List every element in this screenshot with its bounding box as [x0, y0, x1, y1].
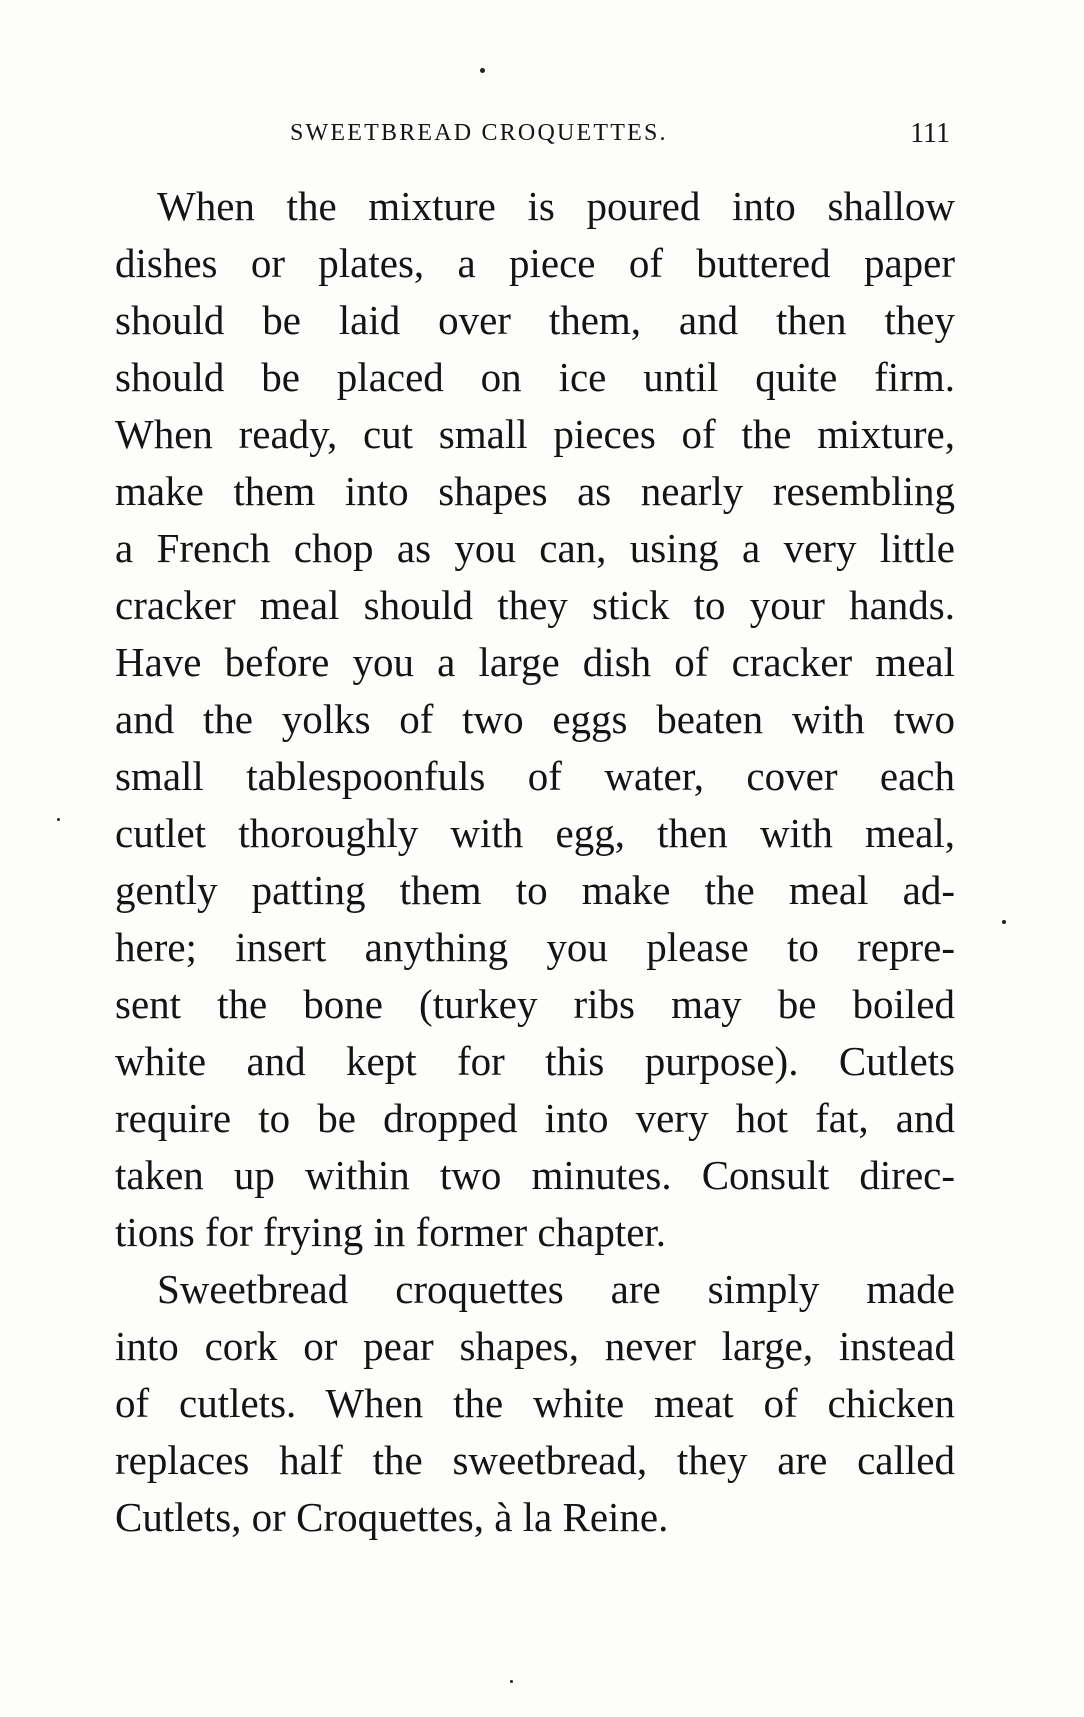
text-line: Cutlets, or Croquettes, à la Reine.	[115, 1494, 669, 1540]
text-line: make them into shapes as nearly resembling	[115, 468, 955, 514]
text-line: into cork or pear shapes, never large, instead	[115, 1323, 955, 1369]
ink-speck	[1002, 920, 1006, 924]
text-line: should be laid over them, and then they	[115, 297, 955, 343]
body-text	[115, 178, 955, 1546]
page-number: 111	[910, 118, 950, 149]
text-line: gently patting them to make the meal ad-	[115, 867, 955, 913]
text-line: tions for frying in former chapter.	[115, 1209, 667, 1255]
ink-speck	[510, 1680, 513, 1683]
text-line: When ready, cut small pieces of the mixture,	[115, 411, 955, 457]
running-head: SWEETBREAD CROQUETTES.	[290, 120, 668, 146]
paragraph-2	[115, 1261, 955, 1546]
text-line: here; insert anything you please to repre-	[115, 924, 955, 970]
text-line: a French chop as you can, using a very little	[115, 525, 955, 571]
text-line: taken up within two minutes. Consult direc-	[115, 1152, 955, 1198]
text-line: Have before you a large dish of cracker meal	[115, 639, 955, 685]
text-line: of cutlets. When the white meat of chicken	[115, 1380, 955, 1426]
ink-speck	[57, 818, 60, 821]
text-line: sent the bone (turkey ribs may be boiled	[115, 981, 955, 1027]
text-line: small tablespoonfuls of water, cover each	[115, 753, 955, 799]
text-line: require to be dropped into very hot fat, and	[115, 1095, 955, 1141]
text-line: replaces half the sweetbread, they are called	[115, 1437, 955, 1483]
ink-speck	[480, 68, 485, 73]
text-line: When the mixture is poured into shallow	[157, 183, 955, 229]
page-header	[290, 120, 950, 160]
text-line: white and kept for this purpose). Cutlets	[115, 1038, 955, 1084]
text-line: should be placed on ice until quite firm.	[115, 354, 955, 400]
text-line: dishes or plates, a piece of buttered paper	[115, 240, 955, 286]
text-line: cutlet thoroughly with egg, then with meal,	[115, 810, 955, 856]
text-line: Sweetbread croquettes are simply made	[157, 1266, 955, 1312]
text-line: and the yolks of two eggs beaten with two	[115, 696, 955, 742]
paragraph-1	[115, 178, 955, 1261]
text-line: cracker meal should they stick to your hands.	[115, 582, 955, 628]
